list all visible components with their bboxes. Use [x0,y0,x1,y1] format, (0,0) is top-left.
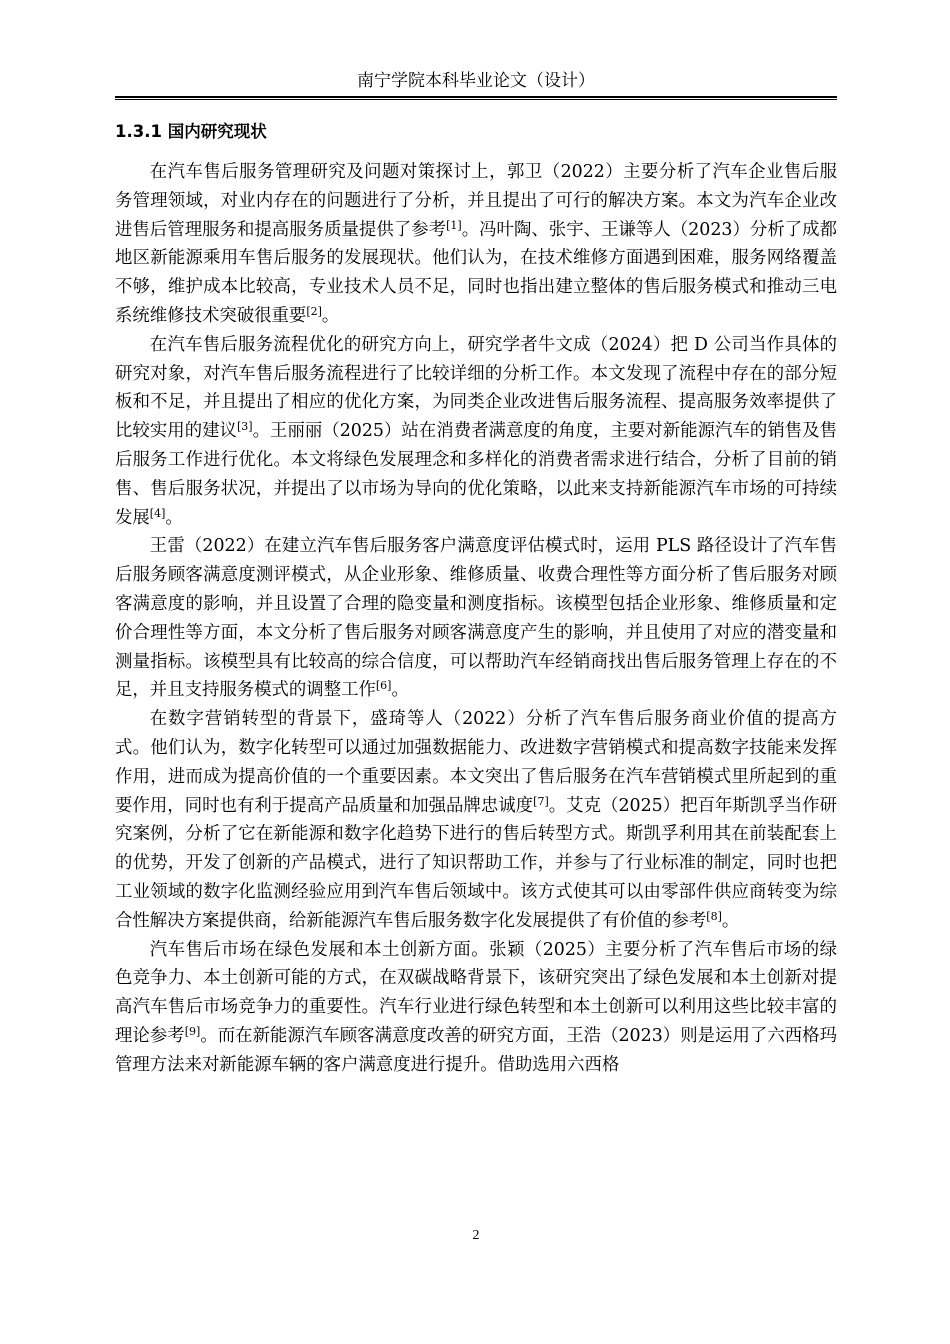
text-run: 在汽车售后服务流程优化的研究方向上，研究学者牛文成（2024）把 D 公司当作具体的研究对象，对汽车售后服务流程进行了比较详细的分析工作。本文发现了流程中存在的部分短板和不足，并且提出了相应的优化方案，为同类企业改进售后服务流程、提高服务效率提供了比较实用的建议 [115,334,837,442]
text-run: 。而在新能源汽车顾客满意度改善的研究方面，王浩（2023）则是运用了六西格玛管理方法来对新能源车辆的客户满意度进行提升。借助选用六西格 [115,1025,837,1075]
text-run: 。冯叶陶、张宇、王谦等人（2023）分析了成都地区新能源乘用车售后服务的发展现状。他们认为，在技术维修方面遇到困难，服务网络覆盖不够，维护成本比较高，专业技术人员不足，同时也指出建立整体的售后服务模式和推动三电系统维修技术突破很重要 [115,219,837,326]
text-run: 。 [321,305,340,326]
paragraph-4 [115,705,837,935]
citation-ref: [4] [149,506,166,520]
text-run: 在汽车售后服务管理研究及问题对策探讨上，郭卫（2022）主要分析了汽车企业售后服务管理领域，对业内存在的问题进行了分析，并且提出了可行的解决方案。本文为汽车企业改进售后管理服务和提高服务质量提供了参考 [115,162,837,240]
text-run: 。艾克（2025）把百年斯凯孚当作研究案例，分析了它在新能源和数字化趋势下进行的售后转型方式。斯凯孚利用其在前装配套上的优势，开发了创新的产品模式，进行了知识帮助工作，并参与了行业标准的制定，同时也把工业领域的数字化监测经验应用到汽车售后领域中。该方式使其可以由零部件供应商转变为综合性解决方案提供商，给新能源汽车售后服务数字化发展提供了有价值的参考 [115,795,837,931]
paragraph-3 [115,532,837,705]
running-header: 南宁学院本科毕业论文（设计） [357,71,595,91]
paragraph-2 [115,331,837,533]
citation-ref: [2] [306,304,322,318]
citation-ref: [7] [533,794,549,808]
text-run: 。 [721,910,740,931]
text-run: 。 [165,507,183,528]
header-rule-thick [115,96,837,98]
paragraph-1 [115,158,837,331]
text-run: 在数字营销转型的背景下，盛琦等人（2022）分析了汽车售后服务商业价值的提高方式。他们认为，数字化转型可以通过加强数据能力、改进数字营销模式和提高数字技能来发挥作用，进而成为提高价值的一个重要因素。本文突出了售后服务在汽车营销模式里所起到的重要作用，同时也有利于提高产品质量和加强品牌忠诚度 [115,709,837,816]
citation-ref: [6] [375,679,392,693]
body-text [115,158,837,1080]
header-rule-thin [115,99,837,100]
text-run: 。 [391,680,409,701]
citation-ref: [8] [706,909,722,923]
text-run: 汽车售后市场在绿色发展和本土创新方面。张颖（2025）主要分析了汽车售后市场的绿色竞争力、本土创新可能的方式，在双碳战略背景下，该研究突出了绿色发展和本土创新对提高汽车售后市场竞争力的重要性。汽车行业进行绿色转型和本土创新可以利用这些比较丰富的理论参考 [115,939,837,1046]
citation-ref: [3] [236,420,253,434]
text-run: 。王丽丽（2025）站在消费者满意度的角度，主要对新能源汽车的销售及售后服务工作进行优化。本文将绿色发展理念和多样化的消费者需求进行结合，分析了目前的销售、售后服务状况，并提出了以市场为导向的优化策略，以此来支持新能源汽车市场的可持续发展 [115,421,837,528]
citation-ref: [9] [184,1024,201,1038]
section-heading: 1.3.1 国内研究现状 [115,122,267,141]
page-number: 2 [472,1228,480,1243]
text-run: 王雷（2022）在建立汽车售后服务客户满意度评估模式时，运用 PLS 路径设计了汽车售后服务顾客满意度测评模式，从企业形象、维修质量、收费合理性等方面分析了售后服务对顾客满意度的影响，并且设置了合理的隐变量和测度指标。该模型包括企业形象、维修质量和定价合理性等方面，本文分析了售后服务对顾客满意度产生的影响，并且使用了对应的潜变量和测量指标。该模型具有比较高的综合信度，可以帮助汽车经销商找出售后服务管理上存在的不足，并且支持服务模式的调整工作 [115,536,837,701]
citation-ref: [1] [446,218,462,232]
paragraph-5 [115,936,837,1080]
